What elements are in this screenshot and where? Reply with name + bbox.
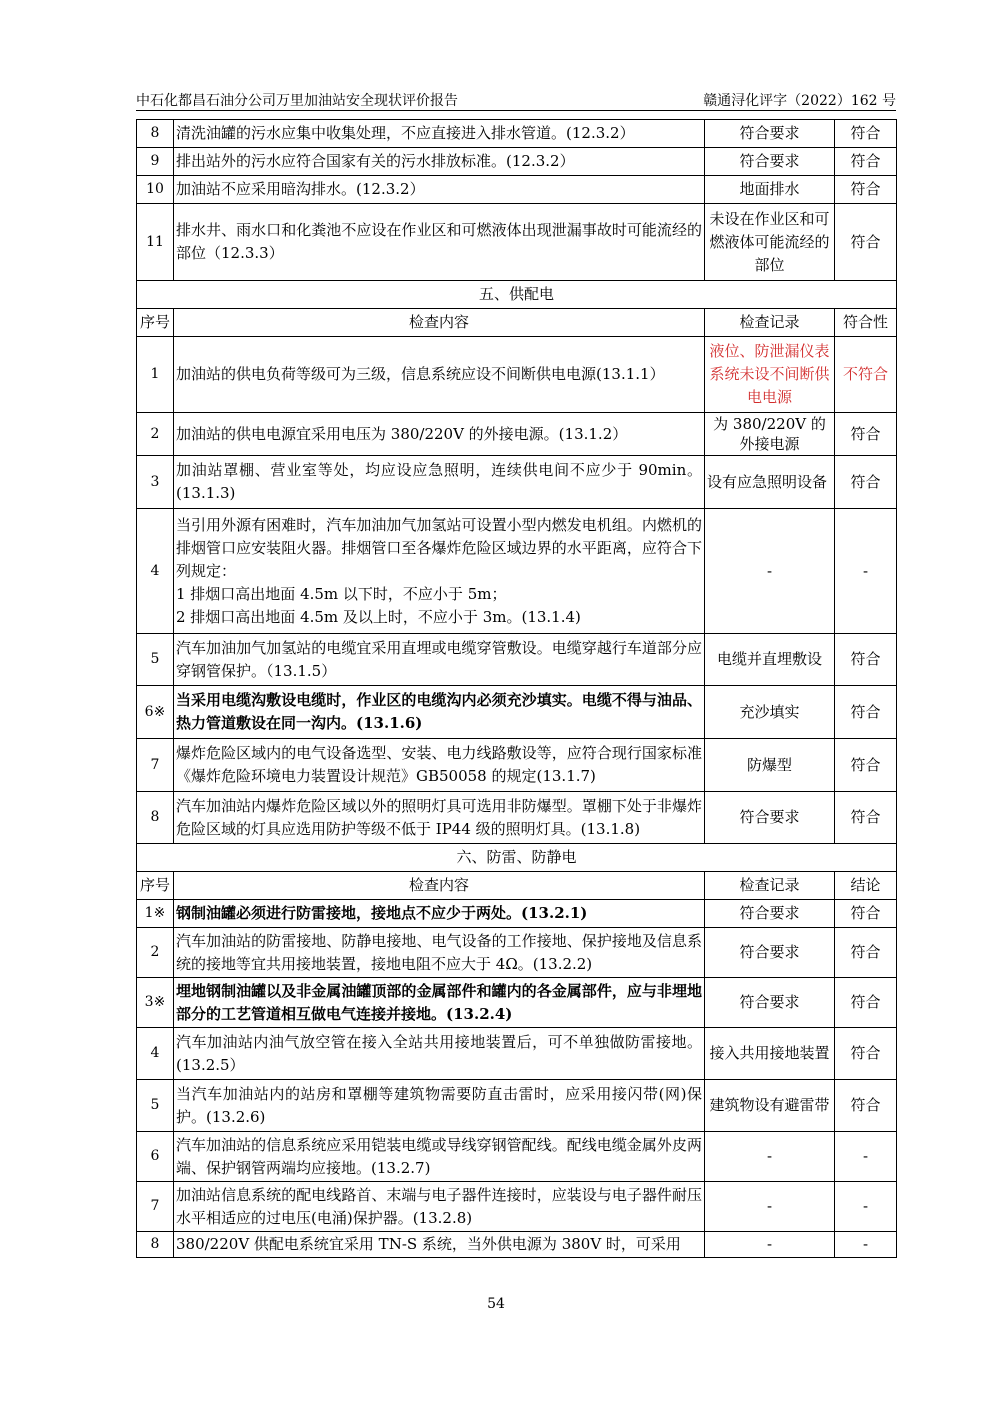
section-title-lightning-protection: 六、防雷、防静电 <box>137 844 897 872</box>
check-result: 符合 <box>835 1028 897 1080</box>
row-number: 7 <box>137 739 174 792</box>
check-result: 不符合 <box>835 337 897 413</box>
check-record: 电缆并直埋敷设 <box>705 634 835 686</box>
table-row <box>137 413 897 456</box>
table-row <box>137 686 897 739</box>
check-record: 充沙填实 <box>705 686 835 739</box>
column-header-row <box>137 309 897 337</box>
table-row <box>137 120 897 148</box>
table-row <box>137 509 897 634</box>
col-header-no: 序号 <box>137 309 174 337</box>
check-record: 地面排水 <box>705 176 835 204</box>
table-row <box>137 1132 897 1182</box>
check-record: - <box>705 1232 835 1258</box>
row-number: 2 <box>137 928 174 978</box>
check-record: - <box>705 1182 835 1232</box>
check-result: 符合 <box>835 978 897 1028</box>
section-title-row <box>137 844 897 872</box>
row-number: 8 <box>137 792 174 844</box>
table-row <box>137 978 897 1028</box>
check-content: 汽车加油站的信息系统应采用铠装电缆或导线穿钢管配线。配线电缆金属外皮两端、保护钢管两端均应接地。(13.2.7) <box>174 1132 705 1182</box>
check-record: 符合要求 <box>705 978 835 1028</box>
row-number: 4 <box>137 509 174 634</box>
report-number: 赣通浔化评字（2022）162 号 <box>703 93 896 109</box>
row-number: 2 <box>137 413 174 456</box>
check-record: 符合要求 <box>705 120 835 148</box>
row-number: 6 <box>137 1132 174 1182</box>
row-number: 7 <box>137 1182 174 1232</box>
check-record: 未设在作业区和可燃液体可能流经的部位 <box>705 204 835 281</box>
col-header-record: 检查记录 <box>705 309 835 337</box>
row-number: 6※ <box>137 686 174 739</box>
check-result: - <box>835 1132 897 1182</box>
check-record: - <box>705 1132 835 1182</box>
check-record: 符合要求 <box>705 792 835 844</box>
section-title-power-supply: 五、供配电 <box>137 281 897 309</box>
check-content: 当采用电缆沟敷设电缆时，作业区的电缆沟内必须充沙填实。电缆不得与油品、热力管道敷设在同一沟内。(13.1.6) <box>174 686 705 739</box>
check-content: 汽车加油站内油气放空管在接入全站共用接地装置后，可不单独做防雷接地。(13.2.5） <box>174 1028 705 1080</box>
check-content: 汽车加油加气加氢站的电缆宜采用直埋或电缆穿管敷设。电缆穿越行车道部分应穿钢管保护。（13.1.5） <box>174 634 705 686</box>
row-number: 8 <box>137 120 174 148</box>
table-row <box>137 176 897 204</box>
report-title: 中石化都昌石油分公司万里加油站安全现状评价报告 <box>136 93 458 109</box>
col-header-no: 序号 <box>137 872 174 900</box>
check-content: 加油站的供电电源宜采用电压为 380/220V 的外接电源。(13.1.2） <box>174 413 705 456</box>
content-item-1: 1 排烟口高出地面 4.5m 以下时，不应小于 5m； <box>176 584 507 603</box>
check-result: - <box>835 1232 897 1258</box>
table-row <box>137 634 897 686</box>
table-row <box>137 739 897 792</box>
check-content: 加油站信息系统的配电线路首、末端与电子器件连接时，应装设与电子器件耐压水平相适应的过电压(电涌)保护器。(13.2.8) <box>174 1182 705 1232</box>
row-number: 4 <box>137 1028 174 1080</box>
col-header-content: 检查内容 <box>174 309 705 337</box>
row-number: 3 <box>137 456 174 509</box>
check-result: 符合 <box>835 176 897 204</box>
check-content: 清洗油罐的污水应集中收集处理，不应直接进入排水管道。(12.3.2） <box>174 120 705 148</box>
col-header-result: 符合性 <box>835 309 897 337</box>
col-header-record: 检查记录 <box>705 872 835 900</box>
row-number: 5 <box>137 634 174 686</box>
check-result: 符合 <box>835 792 897 844</box>
check-content: 加油站不应采用暗沟排水。(12.3.2） <box>174 176 705 204</box>
check-record: 符合要求 <box>705 148 835 176</box>
check-content <box>174 509 705 634</box>
table-row <box>137 1080 897 1132</box>
check-result: - <box>835 1182 897 1232</box>
check-result: 符合 <box>835 928 897 978</box>
table-row <box>137 148 897 176</box>
check-content: 埋地钢制油罐以及非金属油罐顶部的金属部件和罐内的各金属部件，应与非埋地部分的工艺管道相互做电气连接并接地。(13.2.4) <box>174 978 705 1028</box>
check-content: 加油站的供电负荷等级可为三级，信息系统应设不间断供电电源(13.1.1） <box>174 337 705 413</box>
check-content: 380/220V 供配电系统宜采用 TN-S 系统，当外供电源为 380V 时，可采用 <box>174 1232 705 1258</box>
check-result: 符合 <box>835 456 897 509</box>
section-title-row <box>137 281 897 309</box>
check-content: 加油站罩棚、营业室等处，均应设应急照明，连续供电间不应少于 90min。(13.1.3) <box>174 456 705 509</box>
check-result: 符合 <box>835 634 897 686</box>
row-number: 9 <box>137 148 174 176</box>
check-record: 建筑物设有避雷带 <box>705 1080 835 1132</box>
col-header-content: 检查内容 <box>174 872 705 900</box>
content-paragraph: 当引用外源有困难时，汽车加油加气加氢站可设置小型内燃发电机组。内燃机的排烟管口应安装阻火器。排烟管口至各爆炸危险区域边界的水平距离，应符合下列规定： <box>176 515 702 580</box>
table-row <box>137 1232 897 1258</box>
check-result: 符合 <box>835 686 897 739</box>
check-result: 符合 <box>835 1080 897 1132</box>
col-header-result: 结论 <box>835 872 897 900</box>
table-row <box>137 1182 897 1232</box>
row-number: 1 <box>137 337 174 413</box>
table-row <box>137 792 897 844</box>
check-content: 爆炸危险区域内的电气设备选型、安装、电力线路敷设等，应符合现行国家标准《爆炸危险环境电力装置设计规范》GB50058 的规定(13.1.7) <box>174 739 705 792</box>
check-result: 符合 <box>835 204 897 281</box>
check-content: 汽车加油站的防雷接地、防静电接地、电气设备的工作接地、保护接地及信息系统的接地等宜共用接地装置，接地电阻不应大于 4Ω。(13.2.2) <box>174 928 705 978</box>
check-content: 汽车加油站内爆炸危险区域以外的照明灯具可选用非防爆型。罩棚下处于非爆炸危险区域的灯具应选用防护等级不低于 IP44 级的照明灯具。(13.1.8) <box>174 792 705 844</box>
check-record: 接入共用接地装置 <box>705 1028 835 1080</box>
check-record: 符合要求 <box>705 928 835 978</box>
row-number: 11 <box>137 204 174 281</box>
row-number: 5 <box>137 1080 174 1132</box>
check-record: - <box>705 509 835 634</box>
table-row <box>137 337 897 413</box>
check-record: 符合要求 <box>705 900 835 928</box>
check-content: 排水井、雨水口和化粪池不应设在作业区和可燃液体出现泄漏事故时可能流经的部位（12.3.3） <box>174 204 705 281</box>
check-result: 符合 <box>835 148 897 176</box>
check-content: 钢制油罐必须进行防雷接地，接地点不应少于两处。(13.2.1) <box>174 900 705 928</box>
check-content: 排出站外的污水应符合国家有关的污水排放标准。(12.3.2） <box>174 148 705 176</box>
row-number: 10 <box>137 176 174 204</box>
table-row <box>137 928 897 978</box>
table-row <box>137 456 897 509</box>
check-record: 设有应急照明设备 <box>705 456 835 509</box>
row-number: 1※ <box>137 900 174 928</box>
table-row <box>137 900 897 928</box>
check-result: 符合 <box>835 900 897 928</box>
content-item-2: 2 排烟口高出地面 4.5m 及以上时，不应小于 3m。(13.1.4) <box>176 607 581 626</box>
check-result: 符合 <box>835 739 897 792</box>
table-row <box>137 204 897 281</box>
column-header-row <box>137 872 897 900</box>
inspection-table <box>136 119 897 1258</box>
check-record: 为 380/220V 的外接电源 <box>705 413 835 456</box>
check-record: 防爆型 <box>705 739 835 792</box>
page-header <box>136 88 896 111</box>
check-record: 液位、防泄漏仪表系统未设不间断供电电源 <box>705 337 835 413</box>
row-number: 8 <box>137 1232 174 1258</box>
row-number: 3※ <box>137 978 174 1028</box>
check-result: 符合 <box>835 120 897 148</box>
check-result: 符合 <box>835 413 897 456</box>
table-row <box>137 1028 897 1080</box>
check-content: 当汽车加油站内的站房和罩棚等建筑物需要防直击雷时，应采用接闪带(网)保护。(13.2.6) <box>174 1080 705 1132</box>
page-number: 54 <box>487 1296 505 1312</box>
check-result: - <box>835 509 897 634</box>
